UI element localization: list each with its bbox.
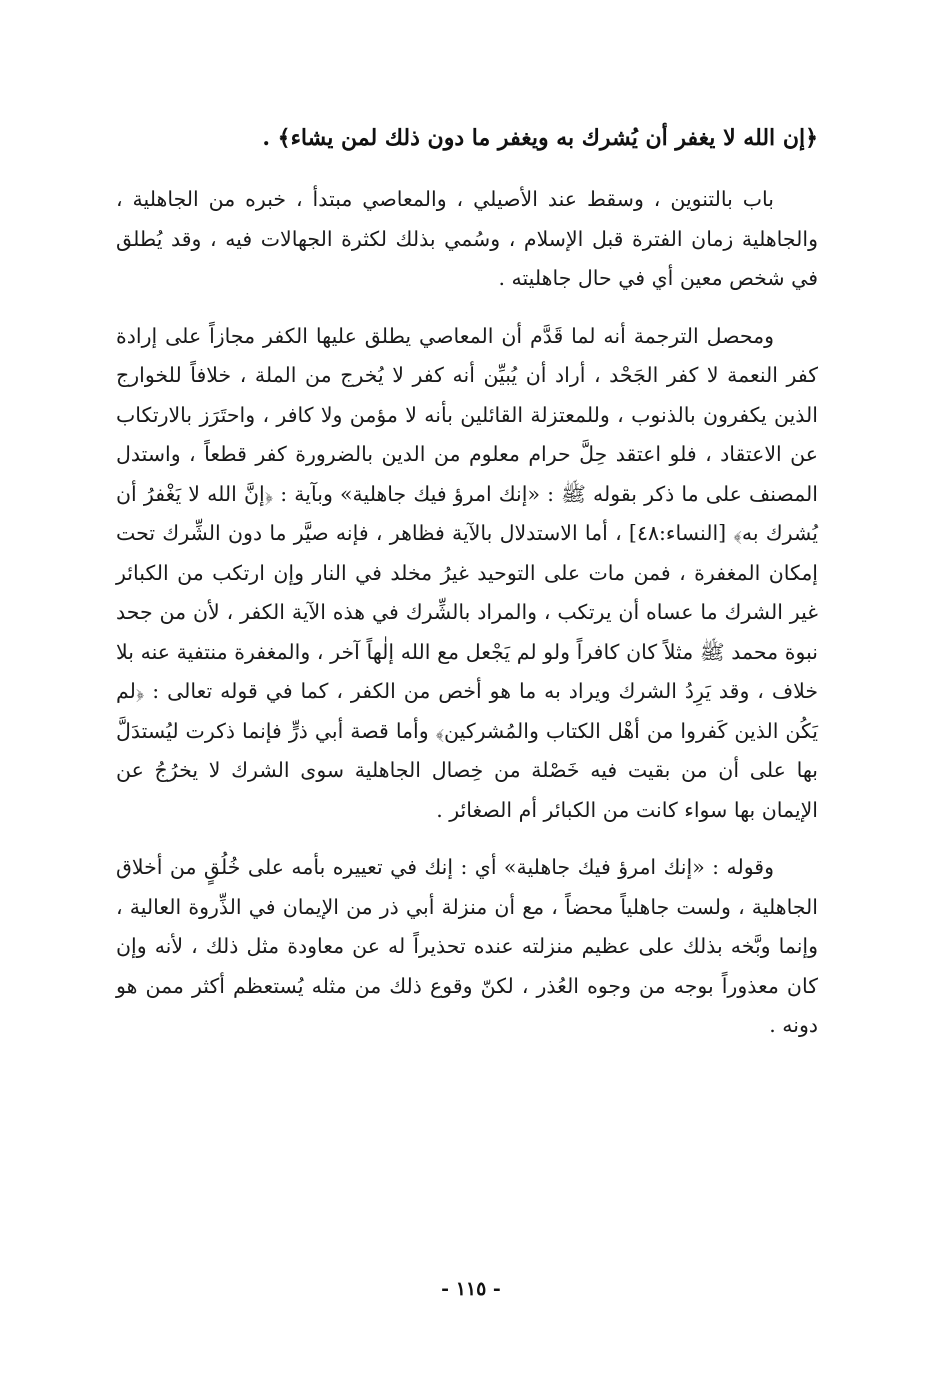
paragraph-1: باب بالتنوين ، وسقط عند الأصيلي ، والمعاصي مبتدأ ، خبره من الجاهلية ، والجاهلية زمان الفترة قبل الإسلام ، وسُمي بذلك لكثرة الجهالات فيه ، وقد يُطلق في شخص معين أي في حال جاهليته .: [116, 187, 818, 290]
body-text: [116, 180, 818, 1064]
quranic-verse-heading: ﴿إن الله لا يغفر أن يُشرك به ويغفر ما دون ذلك لمن يشاء﴾ .: [262, 125, 818, 151]
paragraph-2: ومحصل الترجمة أنه لما قَدَّم أن المعاصي يطلق عليها الكفر مجازاً على إرادة كفر النعمة لا كفر الجَحْد ، أراد أن يُبيِّن أنه كفر لا يُخرج من الملة ، خلافاً للخوارج الذين يكفرون بالذنوب ، وللمعتزلة القائلين بأنه لا مؤمن ولا كافر ، واحتَرَز بالارتكاب عن الاعتقاد ، فلو اعتقد حِلَّ حرام معلوم من الدين بالضرورة كفر قطعاً ، واستدل المصنف على ما ذكر بقوله ﷺ : «إنك امرؤ فيك جاهلية» وبآية : ﴿إنَّ الله لا يَغْفرُ أن يُشرك به﴾ [النساء:٤٨] ، أما الاستدلال بالآية فظاهر ، فإنه صيَّر ما دون الشِّرك تحت إمكان المغفرة ، فمن مات على التوحيد غيرُ مخلد في النار وإن ارتكب من الكبائر غير الشرك ما عساه أن يرتكب ، والمراد بالشِّرك في هذه الآية الكفر ، لأن من جحد نبوة محمد ﷺ مثلاً كان كافراً ولو لم يَجْعل مع الله إلٰهاً آخر ، والمغفرة منتفية عنه بلا خلاف ، وقد يَرِدُ الشرك ويراد به ما هو أخص من الكفر ، كما في قوله تعالى : ﴿لم يَكُن الذين كَفروا من أهْل الكتاب والمُشركين﴾ وأما قصة أبي ذرٍّ فإنما ذكرت ليُستدَلَّ بها على أن من بقيت فيه خَصْلة من خِصال الجاهلية سوى الشرك لا يخرُجُ عن الإيمان بها سواء كانت من الكبائر أم الصغائر .: [116, 323, 818, 822]
page-number: - ١١٥ -: [441, 1278, 501, 1300]
paragraph-3: وقوله : «إنك امرؤ فيك جاهلية» أي : إنك في تعييره بأمه على خُلُقٍ من أخلاق الجاهلية ، ولست جاهلياً محضاً ، مع أن منزلة أبي ذر من الإيمان في الذِّروة العالية ، وإنما وبَّخه بذلك على عظيم منزلته عنده تحذيراً له عن معاودة مثل ذلك ، لأنه وإن كان معذوراً بوجه من وجوه العُذر ، لكنّ وقوع ذلك من مثله يُستعظم أكثر ممن هو دونه .: [116, 855, 818, 1037]
